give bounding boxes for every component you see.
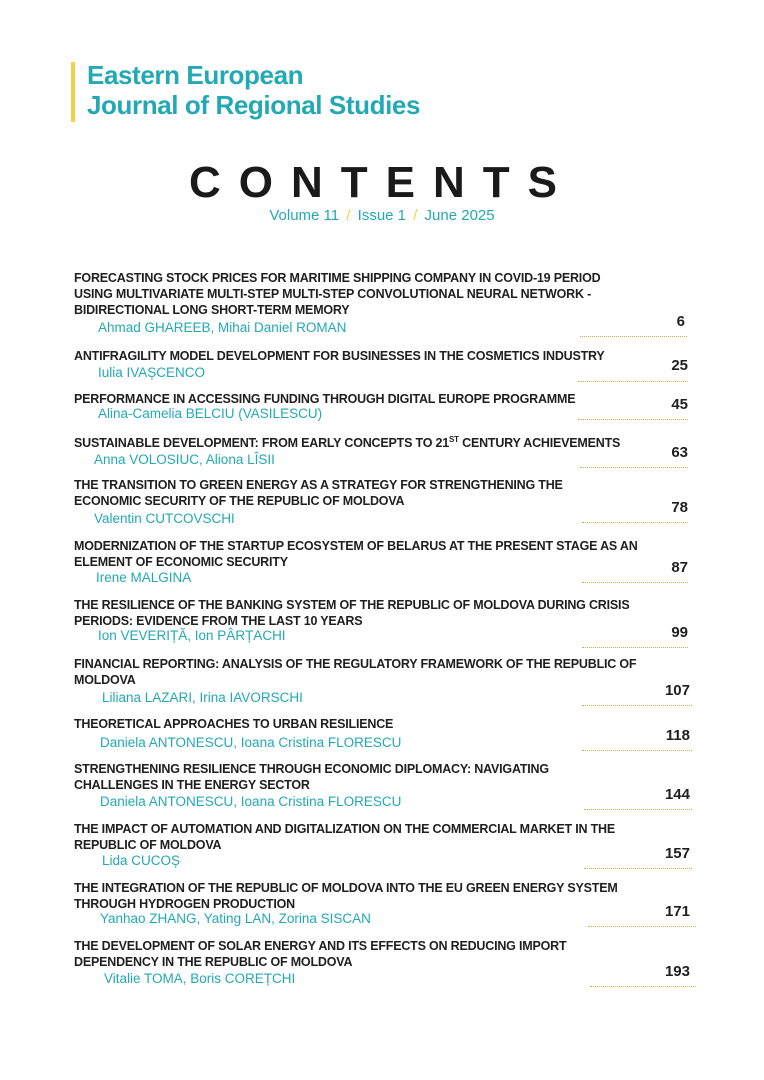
page-number: 45 (671, 396, 688, 413)
article-authors: Yanhao ZHANG, Yating LAN, Zorina SISCAN (100, 911, 371, 926)
leader-dots (590, 986, 696, 987)
article-title[interactable]: FINANCIAL REPORTING: ANALYSIS OF THE REGULATORY FRAMEWORK OF THE REPUBLIC OF MOLDOVA (74, 657, 637, 687)
article-title[interactable]: THE RESILIENCE OF THE BANKING SYSTEM OF THE REPUBLIC OF MOLDOVA DURING CRISIS PERIODS: EVIDENCE FROM THE LAST 10 YEARS (74, 598, 630, 628)
page-number: 118 (665, 727, 690, 744)
article-title[interactable]: THE DEVELOPMENT OF SOLAR ENERGY AND ITS EFFECTS ON REDUCING IMPORT DEPENDENCY IN THE REPUBLIC OF MOLDOVA (74, 939, 567, 969)
journal-name-line2: Journal of Regional Studies (87, 90, 421, 120)
page-number: 144 (664, 786, 690, 803)
issue-label: Issue 1 (357, 207, 407, 224)
page-number: 107 (664, 682, 690, 699)
leader-dots (582, 582, 688, 583)
article-authors: Ahmad GHAREEB, Mihai Daniel ROMAN (98, 320, 347, 335)
article-authors: Daniela ANTONESCU, Ioana Cristina FLORESCU (100, 735, 402, 750)
page-number: 193 (664, 963, 690, 980)
article-authors: Alina-Camelia BELCIU (VASILESCU) (98, 406, 323, 421)
page-number: 78 (671, 499, 688, 516)
leader-dots (584, 868, 692, 869)
article-title[interactable]: THE IMPACT OF AUTOMATION AND DIGITALIZATION ON THE COMMERCIAL MARKET IN THE REPUBLIC OF MOLDOVA (74, 822, 615, 852)
page-number: 99 (671, 624, 688, 641)
issue-separator: / (413, 207, 418, 224)
page-number: 63 (671, 444, 688, 461)
leader-dots (582, 522, 688, 523)
page-number: 157 (664, 845, 690, 862)
article-title[interactable]: STRENGTHENING RESILIENCE THROUGH ECONOMIC DIPLOMACY: NAVIGATING CHALLENGES IN THE ENERGY SECTOR (74, 762, 549, 792)
journal-name-line1: Eastern European (87, 60, 304, 90)
leader-dots (578, 419, 688, 420)
article-title[interactable]: MODERNIZATION OF THE STARTUP ECOSYSTEM OF BELARUS AT THE PRESENT STAGE AS AN ELEMENT OF ECONOMIC SECURITY (74, 539, 638, 569)
leader-dots (588, 926, 696, 927)
article-authors: Liliana LAZARI, Irina IAVORSCHI (102, 690, 303, 705)
leader-dots (578, 381, 688, 382)
article-authors: Lida CUCOȘ (102, 853, 181, 868)
leader-dots (584, 809, 692, 810)
article-authors: Daniela ANTONESCU, Ioana Cristina FLORESCU (100, 794, 402, 809)
issue-separator: / (346, 207, 351, 224)
date-label: June 2025 (424, 207, 495, 224)
page-number: 87 (671, 559, 688, 576)
leader-dots (580, 467, 688, 468)
leader-dots (582, 750, 692, 751)
article-title[interactable]: ANTIFRAGILITY MODEL DEVELOPMENT FOR BUSINESSES IN THE COSMETICS INDUSTRY (74, 349, 605, 363)
article-title[interactable]: THE INTEGRATION OF THE REPUBLIC OF MOLDOVA INTO THE EU GREEN ENERGY SYSTEM THROUGH HYDROGEN PRODUCTION (74, 881, 618, 911)
article-authors: Valentin CUTCOVSCHI (94, 511, 235, 526)
page-number: 171 (664, 903, 690, 920)
leader-dots (580, 336, 687, 337)
article-authors: Ion VEVERIȚĂ, Ion PÂRȚACHI (98, 628, 286, 643)
volume-label: Volume 11 (269, 207, 340, 224)
page-number: 6 (676, 313, 685, 330)
article-authors: Anna VOLOSIUC, Aliona LÎSII (94, 452, 275, 467)
article-title[interactable]: SUSTAINABLE DEVELOPMENT: FROM EARLY CONCEPTS TO 21ST CENTURY ACHIEVEMENTS (74, 435, 621, 451)
leader-dots (582, 647, 688, 648)
leader-dots (582, 705, 692, 706)
article-authors: Iulia IVAȘCENCO (98, 365, 206, 380)
page-title: CONTENTS (189, 158, 575, 207)
article-title[interactable]: PERFORMANCE IN ACCESSING FUNDING THROUGH DIGITAL EUROPE PROGRAMME (74, 392, 576, 406)
page-number: 25 (671, 357, 688, 374)
article-authors: Vitalie TOMA, Boris COREȚCHI (104, 971, 296, 986)
article-title[interactable]: THE TRANSITION TO GREEN ENERGY AS A STRATEGY FOR STRENGTHENING THE ECONOMIC SECURITY OF THE REPUBLIC OF MOLDOVA (74, 478, 563, 508)
article-title[interactable]: FORECASTING STOCK PRICES FOR MARITIME SHIPPING COMPANY IN COVID-19 PERIOD USING MULTIVARIATE MULTI-STEP MULTI-STEP CONVOLUTIONAL NEURAL NETWORK - BIDIRECTIONAL LONG SHORT-TERM MEMORY (74, 271, 601, 317)
article-authors: Irene MALGINA (96, 570, 192, 585)
article-title[interactable]: THEORETICAL APPROACHES TO URBAN RESILIENCE (74, 717, 394, 731)
